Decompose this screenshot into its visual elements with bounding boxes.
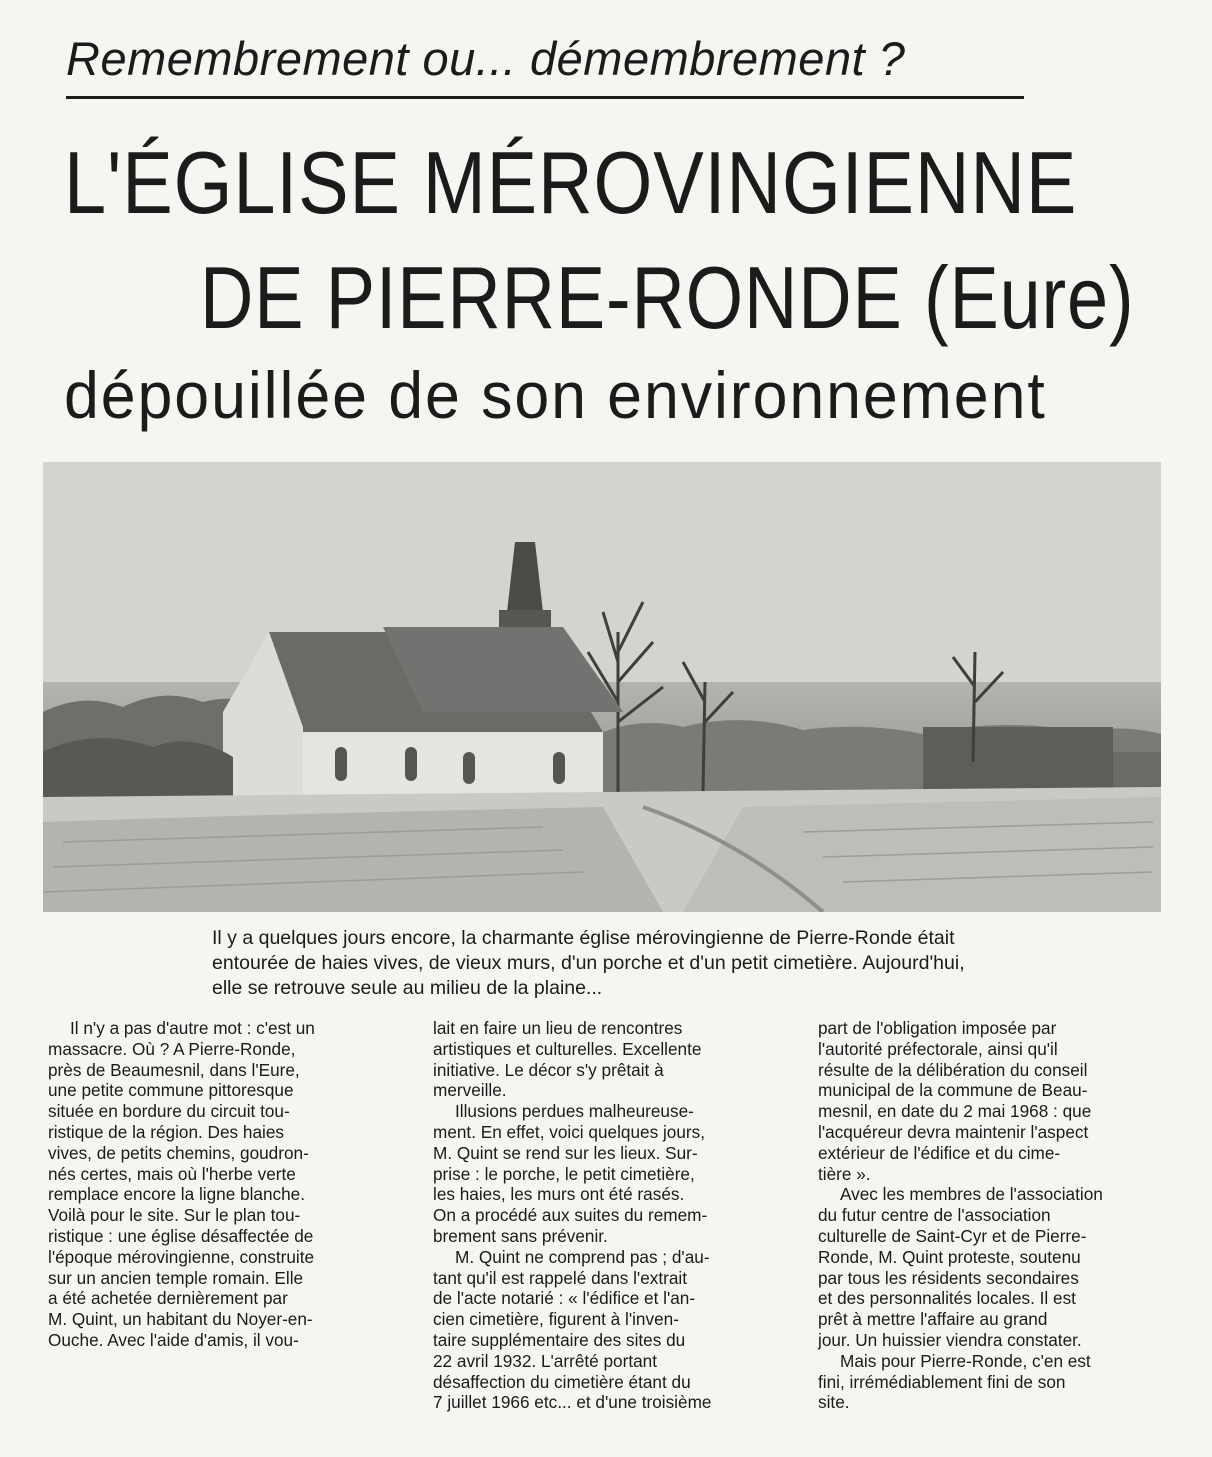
text-line: lait en faire un lieu de rencontres <box>433 1018 683 1038</box>
text-line: tant qu'il est rappelé dans l'extrait <box>433 1267 688 1288</box>
text-line: cien cimetière, figurent à l'inven- <box>433 1309 679 1330</box>
text-line: Il n'y a pas d'autre mot : c'est un <box>70 1018 315 1038</box>
text-line: culturelle de Saint-Cyr et de Pierre- <box>818 1225 1087 1246</box>
text-line: brement sans prévenir. <box>433 1225 608 1246</box>
text-line: On a procédé aux suites du remem- <box>433 1205 708 1226</box>
article-column-3 <box>818 1018 1173 1413</box>
article-column-2 <box>433 1018 783 1413</box>
text-line: prêt à mettre l'affaire au grand <box>818 1309 1048 1330</box>
text-line: massacre. Où ? A Pierre-Ronde, <box>48 1038 296 1059</box>
text-line: mesnil, en date du 2 mai 1968 : que <box>818 1101 1092 1122</box>
text-line: tière ». <box>818 1163 871 1184</box>
text-line: l'acquéreur devra maintenir l'aspect <box>818 1121 1089 1142</box>
text-line: jour. Un huissier viendra constater. <box>818 1329 1082 1350</box>
kicker-title: Remembrement ou... démembrement ? <box>66 32 906 85</box>
text-line: Avec les membres de l'association <box>840 1184 1103 1205</box>
text-line: site. <box>818 1392 850 1413</box>
text-line: artistiques et culturelles. Excellente <box>433 1038 702 1059</box>
text-line: part de l'obligation imposée par <box>818 1018 1057 1038</box>
text-line: M. Quint se rend sur les lieux. Sur- <box>433 1142 698 1163</box>
text-line: ristique de la région. Des haies <box>48 1121 284 1142</box>
text-line: du futur centre de l'association <box>818 1205 1051 1226</box>
text-line: désaffection du cimetière étant du <box>433 1371 691 1392</box>
text-line: ristique : une église désaffectée de <box>48 1225 314 1246</box>
text-line: près de Beaumesnil, dans l'Eure, <box>48 1059 300 1080</box>
text-line: nés certes, mais où l'herbe verte <box>48 1163 296 1184</box>
text-line: Voilà pour le site. Sur le plan tou- <box>48 1205 301 1226</box>
text-line: vives, de petits chemins, goudron- <box>48 1142 309 1163</box>
text-line: M. Quint ne comprend pas ; d'au- <box>455 1246 710 1267</box>
church-photo <box>43 462 1161 912</box>
text-line: par tous les résidents secondaires <box>818 1267 1079 1288</box>
headline-line-2: DE PIERRE-RONDE (Eure) <box>200 248 1135 347</box>
kicker-rule <box>66 96 1024 99</box>
text-line: Illusions perdues malheureuse- <box>455 1101 694 1122</box>
caption-line: elle se retrouve seule au milieu de la plaine... <box>212 977 603 999</box>
text-line: extérieur de l'édifice et du cime- <box>818 1142 1061 1163</box>
text-line: située en bordure du circuit tou- <box>48 1101 290 1122</box>
text-line: résulte de la délibération du conseil <box>818 1059 1088 1080</box>
text-line: de l'acte notarié : « l'édifice et l'an- <box>433 1288 696 1309</box>
article-column-1 <box>48 1018 398 1351</box>
text-line: 7 juillet 1966 etc... et d'une troisième <box>433 1392 712 1413</box>
text-line: initiative. Le décor s'y prêtait à <box>433 1059 664 1080</box>
text-line: Ronde, M. Quint proteste, soutenu <box>818 1246 1081 1267</box>
text-line: prise : le porche, le petit cimetière, <box>433 1163 695 1184</box>
caption-line: entourée de haies vives, de vieux murs, d'un porche et d'un petit cimetière. Aujourd'hui, <box>212 952 965 974</box>
text-line: les haies, les murs ont été rasés. <box>433 1184 685 1205</box>
text-line: sur un ancien temple romain. Elle <box>48 1267 304 1288</box>
text-line: municipal de la commune de Beau- <box>818 1080 1088 1101</box>
photo-caption <box>212 926 1172 1001</box>
text-line: l'autorité préfectorale, ainsi qu'il <box>818 1038 1058 1059</box>
text-line: taire supplémentaire des sites du <box>433 1329 686 1350</box>
text-line: ment. En effet, voici quelques jours, <box>433 1121 705 1142</box>
text-line: une petite commune pittoresque <box>48 1080 294 1101</box>
text-line: et des personnalités locales. Il est <box>818 1288 1076 1309</box>
text-line: 22 avril 1932. L'arrêté portant <box>433 1350 657 1371</box>
text-line: Mais pour Pierre-Ronde, c'en est <box>840 1350 1091 1371</box>
headline-line-1: L'ÉGLISE MÉROVINGIENNE <box>64 133 1078 232</box>
text-line: Ouche. Avec l'aide d'amis, il vou- <box>48 1329 299 1350</box>
text-line: a été achetée dernièrement par <box>48 1288 288 1309</box>
text-line: fini, irrémédiablement fini de son <box>818 1371 1066 1392</box>
text-line: merveille. <box>433 1080 507 1101</box>
text-line: l'époque mérovingienne, construite <box>48 1246 315 1267</box>
subheadline: dépouillée de son environnement <box>64 358 1047 432</box>
text-line: M. Quint, un habitant du Noyer-en- <box>48 1309 313 1330</box>
text-line: remplace encore la ligne blanche. <box>48 1184 306 1205</box>
caption-line: Il y a quelques jours encore, la charmante église mérovingienne de Pierre-Ronde était <box>212 927 955 949</box>
